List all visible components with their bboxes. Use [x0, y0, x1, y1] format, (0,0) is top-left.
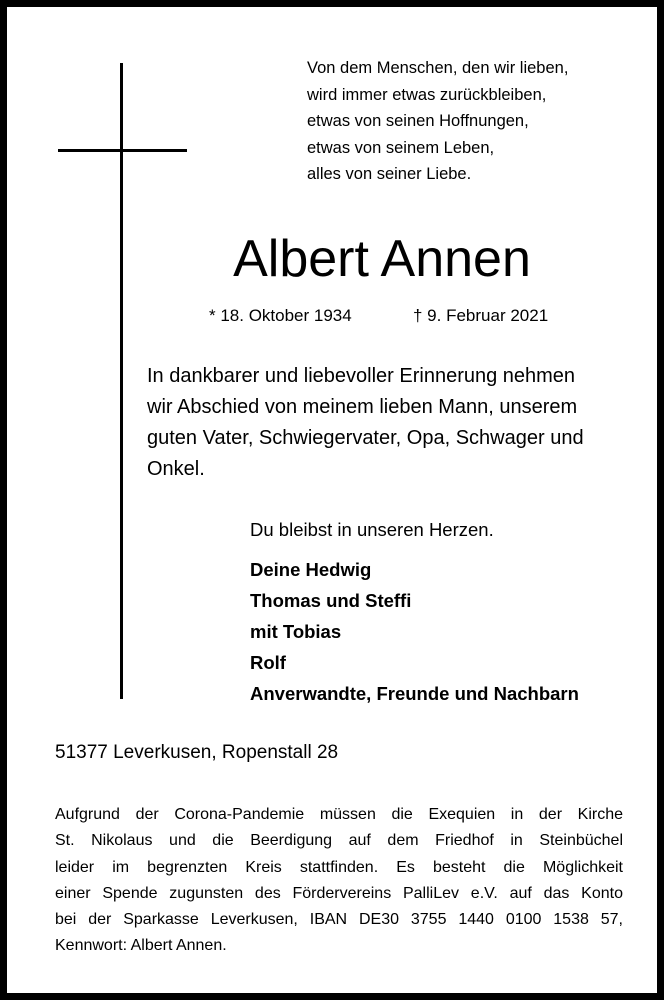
note-line: bei der Sparkasse Leverkusen, IBAN DE30 3755 1440 0100 1538 57, — [55, 911, 623, 929]
note-line: St. Nikolaus und die Beerdigung auf dem Friedhof in Steinbüchel — [55, 832, 623, 850]
tribute-line: guten Vater, Schwiegervater, Opa, Schwager und — [147, 427, 584, 449]
birth-date: * 18. Oktober 1934 — [209, 306, 352, 325]
cross-icon-vertical-bar — [120, 63, 123, 699]
mourner-entry: Rolf — [250, 652, 286, 673]
mourners-list — [250, 554, 579, 709]
mourner-entry: Thomas und Steffi — [250, 590, 412, 611]
note-line: leider im begrenzten Kreis stattfinden. Es besteht die Möglichkeit — [55, 858, 623, 876]
deceased-name: Albert Annen — [233, 230, 531, 288]
poem-line: alles von seiner Liebe. — [307, 165, 472, 183]
tribute-line: In dankbarer und liebevoller Erinnerung nehmen — [147, 365, 576, 387]
funeral-note — [55, 802, 623, 960]
poem-line: Von dem Menschen, den wir lieben, — [307, 59, 569, 77]
note-line: einer Spende zugunsten des Fördervereins PalliLev e.V. auf das Konto — [55, 884, 623, 902]
cross-icon-horizontal-bar — [58, 149, 187, 152]
mourner-entry: Anverwandte, Freunde und Nachbarn — [250, 683, 579, 704]
note-line: Kennwort: Albert Annen. — [55, 937, 227, 955]
tribute-line: Onkel. — [147, 458, 205, 480]
mourner-entry: Deine Hedwig — [250, 559, 372, 580]
death-date: † 9. Februar 2021 — [413, 306, 549, 325]
poem-line: wird immer etwas zurückbleiben, — [307, 85, 547, 104]
memorial-poem — [307, 55, 647, 188]
poem-line: etwas von seinen Hoffnungen, — [307, 112, 529, 130]
tribute-text — [147, 361, 627, 485]
poem-line: etwas von seinem Leben, — [307, 138, 495, 157]
note-line: Aufgrund der Corona-Pandemie müssen die Exequien in der Kirche — [55, 806, 623, 823]
mourner-entry: mit Tobias — [250, 621, 342, 642]
family-address: 51377 Leverkusen, Ropenstall 28 — [55, 742, 339, 763]
tribute-line: wir Abschied von meinem lieben Mann, unserem — [147, 396, 578, 418]
closing-phrase: Du bleibst in unseren Herzen. — [250, 519, 494, 540]
